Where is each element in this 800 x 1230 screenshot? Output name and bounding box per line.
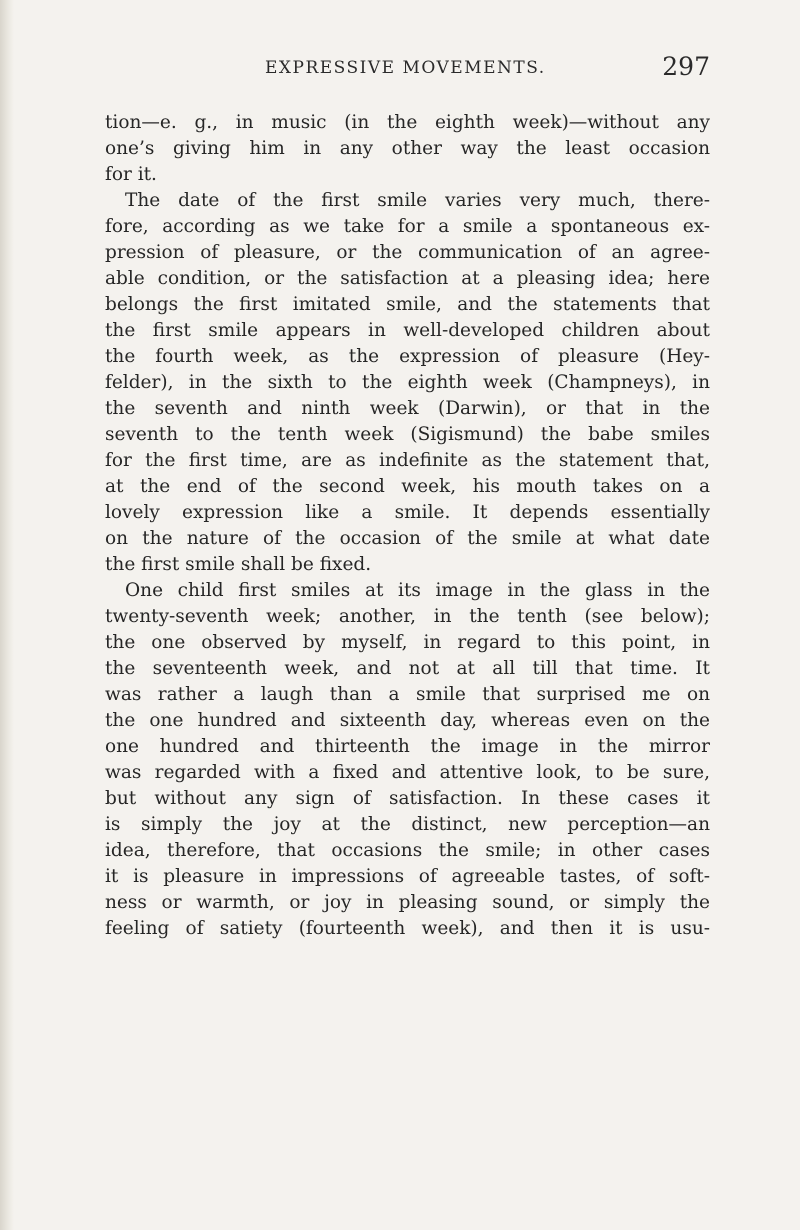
paragraph-start-line: The date of the first smile varies very much, there- [125, 190, 710, 211]
text-line: but without any sign of satisfaction. In these cases it [105, 788, 710, 809]
text-line: belongs the first imitated smile, and the statements that [105, 294, 710, 315]
paragraph-start-line: One child first smiles at its image in the glass in the [125, 580, 710, 601]
text-line: the seventh and ninth week (Darwin), or that in the [105, 398, 710, 419]
running-title: EXPRESSIVE MOVEMENTS. [265, 58, 546, 78]
text-line: idea, therefore, that occasions the smile; in other cases [105, 840, 710, 861]
text-line: for it. [105, 164, 157, 185]
text-line: the first smile appears in well-developed children about [105, 320, 710, 341]
text-line: able condition, or the satisfaction at a pleasing idea; here [105, 268, 710, 289]
text-line: is simply the joy at the distinct, new perception—an [105, 814, 710, 835]
text-line: was regarded with a fixed and attentive look, to be sure, [105, 762, 710, 783]
text-line: the fourth week, as the expression of pleasure (Hey- [105, 346, 710, 367]
page-number: 297 [662, 52, 710, 81]
binding-shadow [0, 0, 14, 1230]
text-line: feeling of satiety (fourteenth week), and then it is usu- [105, 918, 710, 939]
text-line: tion—e. g., in music (in the eighth week)—without any [105, 112, 710, 133]
text-line: the first smile shall be fixed. [105, 554, 372, 575]
text-line: felder), in the sixth to the eighth week (Champneys), in [105, 372, 710, 393]
text-line: the one hundred and sixteenth day, whereas even on the [105, 710, 710, 731]
text-line: one’s giving him in any other way the least occasion [105, 138, 710, 159]
text-line: at the end of the second week, his mouth takes on a [105, 476, 710, 497]
text-line: was rather a laugh than a smile that surprised me on [105, 684, 710, 705]
text-line: it is pleasure in impressions of agreeable tastes, of soft- [105, 866, 710, 887]
text-line: fore, according as we take for a smile a spontaneous ex- [105, 216, 710, 237]
text-line: lovely expression like a smile. It depends essentially [105, 502, 710, 523]
running-head [105, 52, 710, 92]
text-line: ness or warmth, or joy in pleasing sound, or simply the [105, 892, 710, 913]
text-line: on the nature of the occasion of the smile at what date [105, 528, 710, 549]
body-text [105, 110, 710, 942]
text-line: twenty-seventh week; another, in the tenth (see below); [105, 606, 710, 627]
text-line: seventh to the tenth week (Sigismund) the babe smiles [105, 424, 710, 445]
text-line: pression of pleasure, or the communication of an agree- [105, 242, 710, 263]
text-line: the seventeenth week, and not at all till that time. It [105, 658, 710, 679]
text-line: the one observed by myself, in regard to this point, in [105, 632, 710, 653]
text-line: for the first time, are as indefinite as the statement that, [105, 450, 710, 471]
text-line: one hundred and thirteenth the image in the mirror [105, 736, 710, 757]
